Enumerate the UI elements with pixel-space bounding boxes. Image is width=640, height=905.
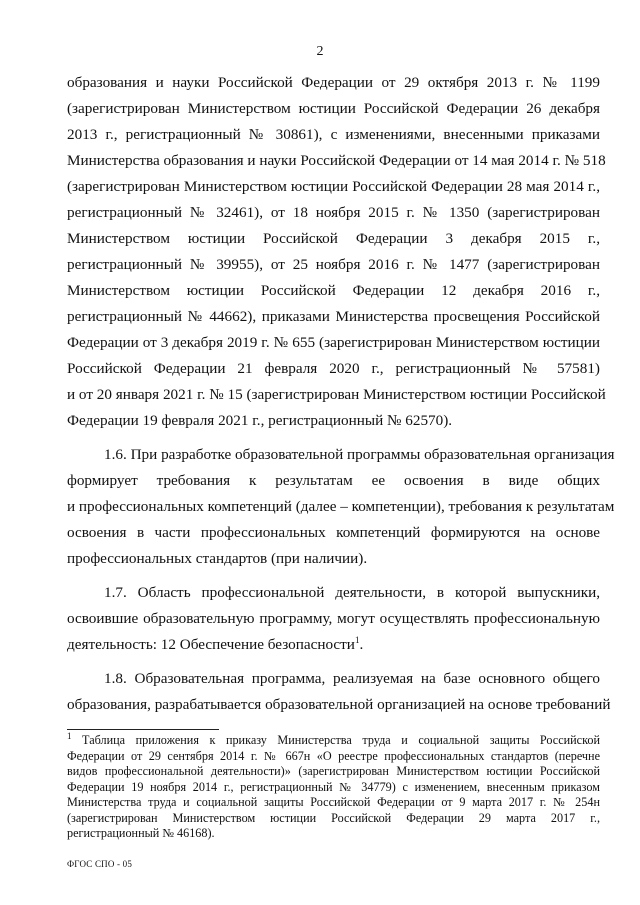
footnote-line — [67, 749, 600, 765]
paragraph-spacer — [67, 658, 600, 666]
body-line-text: регистрационный № 32461), от 18 ноября 2015 г. № 1350 (зарегистрирован — [67, 204, 600, 221]
footer-document-code: ФГОС СПО - 05 — [67, 859, 133, 869]
line-tail: . — [359, 636, 364, 653]
body-line — [67, 580, 600, 606]
body-line — [67, 546, 600, 572]
body-line-text: 1.8. Образовательная программа, реализуемая на базе основного общего — [104, 670, 600, 687]
body-line-text: (зарегистрирован Министерством юстиции Российской Федерации 28 мая 2014 г., — [67, 178, 600, 195]
body-line-text: освоения в части профессиональных компетенций формируются на основе — [67, 524, 600, 541]
body-line — [67, 606, 600, 632]
body-line-text: образования и науки Российской Федерации от 29 октября 2013 г. № 1199 — [67, 74, 600, 91]
footnote-divider — [67, 729, 219, 730]
body-line — [67, 304, 600, 330]
body-line — [67, 330, 600, 356]
body-line — [67, 442, 615, 468]
body-line-text: регистрационный № 44662), приказами Министерства просвещения Российской — [67, 308, 600, 325]
footnote-line-text: Федерации от 29 сентября 2014 г. № 667н «О реестре профессиональных стандартов (перечне — [67, 748, 600, 763]
paragraph-spacer — [67, 434, 600, 442]
body-line-text: Министерства образования и науки Российской Федерации от 14 мая 2014 г. № 518 — [67, 152, 606, 169]
footnote-line-text: видов профессиональной деятельности)» (зарегистрирован Министерством юстиции Российской — [67, 764, 600, 778]
body-line — [67, 520, 600, 546]
body-line-text: 1.7. Область профессиональной деятельности, в которой выпускники, — [104, 584, 600, 601]
body-line-text: Федерации от 3 декабря 2019 г. № 655 (зарегистрирован Министерством юстиции — [67, 334, 600, 351]
footnote-line-text: Министерства труда и социальной защиты Российской Федерации от 9 марта 2017 г. № 254н — [67, 795, 600, 809]
body-line-text: Министерством юстиции Российской Федерации 3 декабря 2015 г., — [67, 230, 600, 247]
footnote-line — [67, 730, 600, 749]
body-line — [67, 252, 600, 278]
paragraph-spacer — [67, 572, 600, 580]
footnote-line-text: регистрационный № 46168). — [67, 826, 215, 840]
body-line — [67, 408, 600, 434]
footnote-line — [67, 811, 600, 827]
footnote — [67, 730, 600, 842]
body-line-text: (зарегистрирован Министерством юстиции Российской Федерации 26 декабря — [67, 100, 600, 117]
body-line-text: 1.6. При разработке образовательной программы образовательная организация — [104, 446, 615, 463]
body-line — [67, 226, 600, 252]
body-line-text: регистрационный № 39955), от 25 ноября 2016 г. № 1477 (зарегистрирован — [67, 256, 600, 273]
body-line — [67, 666, 600, 692]
body-line-text: и от 20 января 2021 г. № 15 (зарегистрирован Министерством юстиции Российской — [67, 386, 606, 403]
footnote-marker: 1 — [67, 730, 72, 741]
footnote-line — [67, 764, 600, 780]
body-line-text: образования, разрабатывается образовательной организацией на основе требований — [67, 696, 611, 713]
body-line-text: Министерством юстиции Российской Федерации 12 декабря 2016 г., — [67, 282, 600, 299]
body-line — [67, 278, 600, 304]
footnote-line-text: Федерации 19 ноября 2014 г., регистрационный № 34779) с изменением, внесенным приказом — [67, 779, 600, 794]
body-line-text: и профессиональных компетенций (далее – компетенции), требования к результатам — [67, 498, 615, 515]
body-line — [67, 356, 600, 382]
body-line-text: Федерации 19 февраля 2021 г., регистрационный № 62570). — [67, 412, 453, 429]
page-number: 2 — [316, 44, 324, 59]
body-line — [67, 632, 600, 658]
body-line — [67, 122, 600, 148]
body-line-text: 2013 г., регистрационный № 30861), с изменениями, внесенными приказами — [67, 126, 600, 143]
footnote-line — [67, 826, 600, 842]
footnote-line-text: Таблица приложения к приказу Министерства труда и социальной защиты Российской — [71, 733, 600, 747]
body-line — [67, 70, 600, 96]
body-line-text: Российской Федерации 21 февраля 2020 г., регистрационный № 57581) — [67, 360, 600, 377]
body-line-text: формирует требования к результатам ее освоения в виде общих — [67, 472, 600, 489]
body-line — [67, 468, 600, 494]
body-line — [67, 382, 606, 408]
body-line — [67, 494, 615, 520]
body-line-text: профессиональных стандартов (при наличии). — [67, 550, 368, 567]
footnote-reference: 1 — [354, 634, 360, 645]
body-line — [67, 148, 606, 174]
body-line — [67, 200, 600, 226]
main-body-text — [67, 70, 615, 718]
body-line — [67, 174, 600, 200]
body-line — [67, 96, 600, 122]
body-line-text: деятельность: 12 Обеспечение безопасности — [67, 636, 355, 653]
body-line — [67, 692, 611, 718]
footnote-line — [67, 780, 600, 796]
footnote-line — [67, 795, 600, 811]
footnote-line-text: (зарегистрирован Министерством юстиции Российской Федерации 29 марта 2017 г., — [67, 810, 600, 825]
body-line-text: освоившие образовательную программу, могут осуществлять профессиональную — [67, 610, 600, 627]
